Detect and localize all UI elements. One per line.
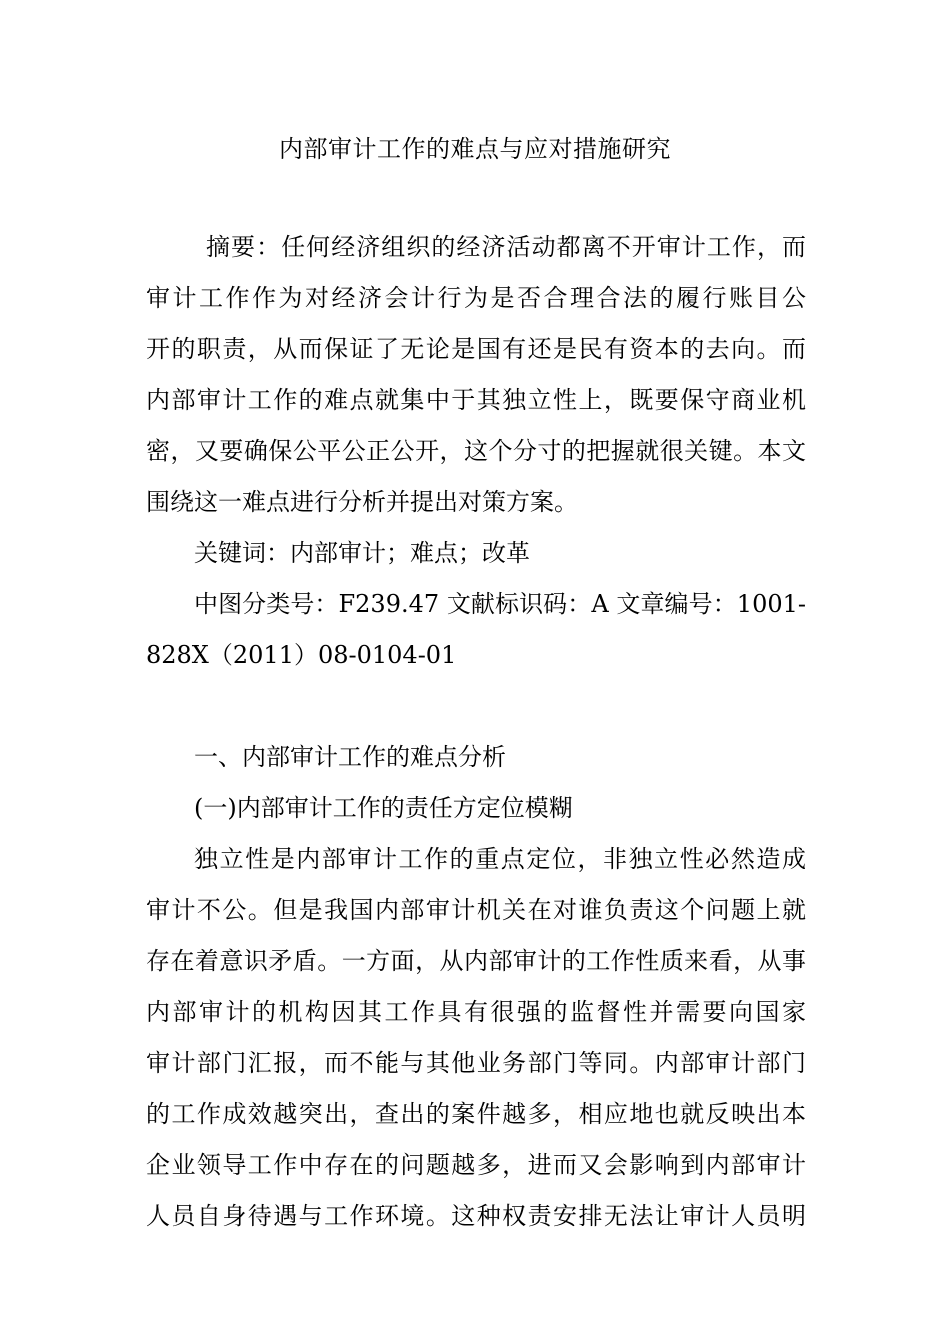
paragraph-line: 的工作成效越突出，查出的案件越多，相应地也就反映出本 bbox=[146, 1100, 806, 1128]
paragraph-line: 企业领导工作中存在的问题越多，进而又会影响到内部审计 bbox=[146, 1151, 806, 1179]
abstract-line: 围绕这一难点进行分析并提出对策方案。 bbox=[146, 488, 578, 516]
abstract-line: 开的职责，从而保证了无论是国有还是民有资本的去向。而 bbox=[146, 335, 806, 363]
abstract-line: 摘要：任何经济组织的经济活动都离不开审计工作，而 bbox=[206, 233, 806, 261]
paragraph-line: 审计不公。但是我国内部审计机关在对谁负责这个问题上就 bbox=[146, 896, 806, 924]
abstract-line: 密，又要确保公平公正公开，这个分寸的把握就很关键。本文 bbox=[146, 437, 806, 465]
classification-line: 中图分类号：F239.47 文献标识码：A 文章编号：1001- bbox=[194, 590, 806, 618]
paragraph-line: 独立性是内部审计工作的重点定位，非独立性必然造成 bbox=[194, 845, 806, 873]
keywords: 关键词：内部审计；难点；改革 bbox=[194, 539, 530, 567]
paragraph-line: 人员自身待遇与工作环境。这种权责安排无法让审计人员明 bbox=[146, 1202, 806, 1230]
paragraph-line: 审计部门汇报，而不能与其他业务部门等同。内部审计部门 bbox=[146, 1049, 806, 1077]
abstract bbox=[146, 222, 806, 528]
abstract-line: 内部审计工作的难点就集中于其独立性上，既要保守商业机 bbox=[146, 386, 806, 414]
body-paragraph bbox=[146, 834, 806, 1242]
classification-line: 828X（2011）08-0104-01 bbox=[146, 641, 457, 669]
section-heading: 一、内部审计工作的难点分析 bbox=[194, 743, 506, 771]
spacer bbox=[146, 681, 806, 732]
page-title: 内部审计工作的难点与应对措施研究 bbox=[279, 135, 671, 163]
paragraph-line: 存在着意识矛盾。一方面，从内部审计的工作性质来看，从事 bbox=[146, 947, 806, 975]
classification-info bbox=[146, 579, 806, 681]
document-body bbox=[146, 222, 806, 1242]
subsection-heading: (一)内部审计工作的责任方定位模糊 bbox=[194, 794, 573, 822]
paragraph-line: 内部审计的机构因其工作具有很强的监督性并需要向国家 bbox=[146, 998, 806, 1026]
abstract-line: 审计工作作为对经济会计行为是否合理合法的履行账目公 bbox=[146, 284, 806, 312]
